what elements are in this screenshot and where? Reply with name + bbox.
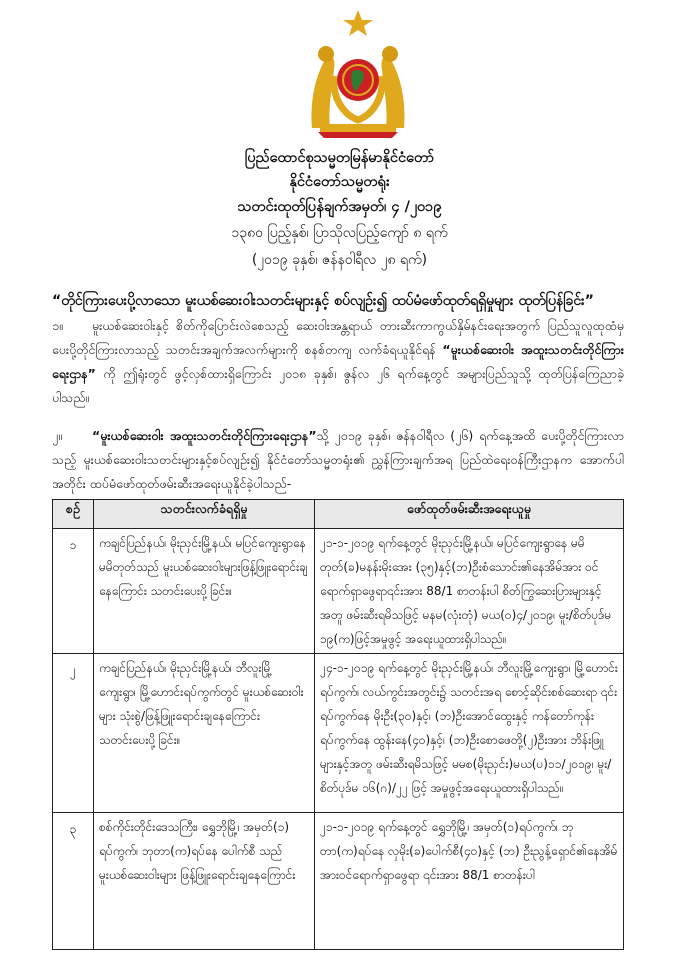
paragraph-1-text-after: ကို ဤရုံးတွင် ဖွင့်လှစ်ထားရှိကြောင်း ၂၀၁၈ ခုနှစ်၊ ဇွန်လ ၂၆ ရက်နေ့တွင် အများပြည်သူသို့ ထုတ်ပြန်ကြေညာခဲ့ပါသည်။ <box>52 366 624 405</box>
row-number: ၁ <box>53 529 94 654</box>
row-info: ကချင်ပြည်နယ်၊ မိုးညှင်းမြို့နယ်၊ မပြင်ကျေးရွာနေ မမိတုတ်သည် မူးယစ်ဆေးဝါးများဖြန့်ဖြူးရောင်းချနေကြောင်း သတင်းပေးပို့ခြင်း။ <box>94 529 315 654</box>
paragraph-1-keyword: “မူးယစ်ဆေးဝါး အထူးသတင်းတိုင်ကြားရေးဌာန” <box>52 342 624 381</box>
office-name: နိုင်ငံတော်သမ္မတရုံး <box>289 174 390 190</box>
row-info: စစ်ကိုင်းတိုင်းဒေသကြီး၊ ရွှေဘိုမြို့၊ အမှတ်(၁) ရပ်ကွက်၊ ဘုတာ(က)ရပ်နေ ပေါက်စီ သည် မူးယစ်ဆေးဝါးများ ဖြန့်ဖြူးရောင်းချနေကြောင်း <box>94 813 315 950</box>
release-number: သတင်းထုတ်ပြန်ချက်အမှတ်၊ ၄ /၂၀၁၉ <box>237 199 442 215</box>
state-emblem-icon <box>306 8 410 138</box>
paragraph-1-number: ၁။ <box>52 318 63 333</box>
header-action: ဖော်ထုတ်ဖမ်းဆီးအရေးယူမှု <box>315 500 624 529</box>
enforcement-table <box>52 499 624 950</box>
row-info: ကချင်ပြည်နယ်၊ မိုးညှင်းမြို့နယ်၊ ဘီလူးမြို့ ကျေးရွာ၊ မြို့ဟောင်းရပ်ကွက်တွင် မူးယစ်ဆေးဝါးများ သုံးစွဲ/ဖြန့်ဖြူးရောင်းချနေကြောင်း သတင်းပေးပို့ခြင်း။ <box>94 654 315 813</box>
header-no: စဉ် <box>53 500 94 529</box>
row-number: ၂ <box>53 654 94 813</box>
paragraph-1 <box>52 314 624 410</box>
paragraph-2-keyword: “မူးယစ်ဆေးဝါး အထူးသတင်းတိုင်ကြားရေးဌာန” <box>92 428 317 443</box>
date-gregorian: (၂၀၁၉ ခုနှစ်၊ ဇန်နဝါရီလ ၂၈ ရက်) <box>251 252 428 268</box>
announcement-title: “တိုင်ကြားပေးပို့လာသော မူးယစ်ဆေးဝါးသတင်းများနှင့် စပ်လျဉ်း၍ ထပ်မံဖော်ထုတ်ရရှိမှုများ ထုတ်ပြန်ခြင်း” <box>52 293 594 309</box>
row-number: ၃ <box>53 813 94 950</box>
government-name: ပြည်ထောင်စုသမ္မတမြန်မာနိုင်ငံတော် <box>244 150 435 166</box>
date-myanmar: ၁၃၈၀ ပြည့်နှစ်၊ ပြာသိုလပြည့်ကျော် ၈ ရက် <box>231 225 448 241</box>
table-row <box>53 654 624 813</box>
row-action: ၂၄-၁-၂၀၁၉ ရက်နေ့တွင် မိုးညှင်းမြို့နယ်၊ ဘီလူးမြို့ကျေးရွာ၊ မြို့ဟောင်းရပ်ကွက်၊ လယ်ကွင်းအတွင်း၌ သတင်းအရ စောင့်ဆိုင်းစစ်ဆေးရာ ၎င်းရပ်ကွက်နေ မိုးဦး(၃၀)နှင့်၊ (ဘ)ဦးအောင်ထွေးနှင့် ကန်တော်ကုန်းရပ်ကွက်နေ ထွန်းနေ(၄၀)နှင့်၊ (ဘ)ဦးစောဖေတို့(၂)ဦးအား ဘိန်းဖြူများနှင့်အတူ ဖမ်းဆီးရမိသဖြင့် မမစ(မိုးညှင်း)မယ(ပ)၁၁/၂၀၁၉၊ မူး/စိတ်ပုဒ်မ ၁၆(ဂ)/၂၂ ဖြင့် အမှုဖွင့်အရေးယူထားရှိပါသည်။ <box>315 654 624 813</box>
paragraph-2-number: ၂။ <box>52 428 62 443</box>
table-header-row <box>53 500 624 529</box>
paragraph-1-text: မူးယစ်ဆေးဝါးနှင့် စိတ်ကိုပြောင်းလဲစေသည့် ဆေးဝါးအန္တရာယ် တားဆီးကာကွယ်နှိမ်နင်းရေးအတွက် ပြည်သူလူထုထံမှ ပေးပို့တိုင်ကြားလာသည့် သတင်းအချက်အလက်များကို စနစ်တကျ လက်ခံရယူနိုင်ရန် <box>52 318 624 357</box>
paragraph-2-text: သို့ ၂၀၁၉ ခုနှစ်၊ ဇန်နဝါရီလ (၂၆) ရက်နေ့အထိ ပေးပို့တိုင်ကြားလာသည့် မူးယစ်ဆေးဝါးသတင်းများနှင့်စပ်လျဉ်း၍ နိုင်ငံတော်သမ္မတရုံး၏ ညွှန်ကြားချက်အရ ပြည်ထဲရေးဝန်ကြီးဌာနက အောက်ပါအတိုင်း ထပ်မံဖော်ထုတ်ဖမ်းဆီးအရေးယူနိုင်ခဲ့ပါသည်- <box>52 428 624 491</box>
header-info: သတင်းလက်ခံရရှိမှု <box>94 500 315 529</box>
row-action: ၂၁-၁-၂၀၁၉ ရက်နေ့တွင် ရွှေဘိုမြို့၊ အမှတ်(၁)ရပ်ကွက်၊ ဘုတာ(က)ရပ်နေ လှမိုး(ခ)ပေါက်စီ(၄၀)နှင့် (ဘ) ဦးညွန့်ရှောင်၏နေအိမ်အားဝင်ရောက်ရှာဖွေရာ ၎င်းအား 88/1 စာတန်းပါ <box>315 813 624 950</box>
table-row <box>53 529 624 654</box>
paragraph-2 <box>52 424 624 496</box>
row-action: ၂၁-၁-၂၀၁၉ ရက်နေ့တွင် မိုးညှင်းမြို့နယ်၊ မပြင်ကျေးရွာနေ မမိတုတ်(ခ)မနန်းမိုးအေး (၃၅)နှင့်(ဘ)ဦးစံသောင်း၏နေအိမ်အား ဝင်ရောက်ရှာဖွေရာ၎င်းအား 88/1 စာတန်းပါ စိတ်ကြွဆေးပြားများနှင့်အတူ ဖမ်းဆီးရမိသဖြင့် မနမ(လုံးတုံ) မယ(ဝ)၄/၂၀၁၉၊ မူး/စိတ်ပုဒ်မ ၁၉(က)ဖြင့်အမှုဖွင့် အရေးယူထားရှိပါသည်။ <box>315 529 624 654</box>
table-row <box>53 813 624 950</box>
